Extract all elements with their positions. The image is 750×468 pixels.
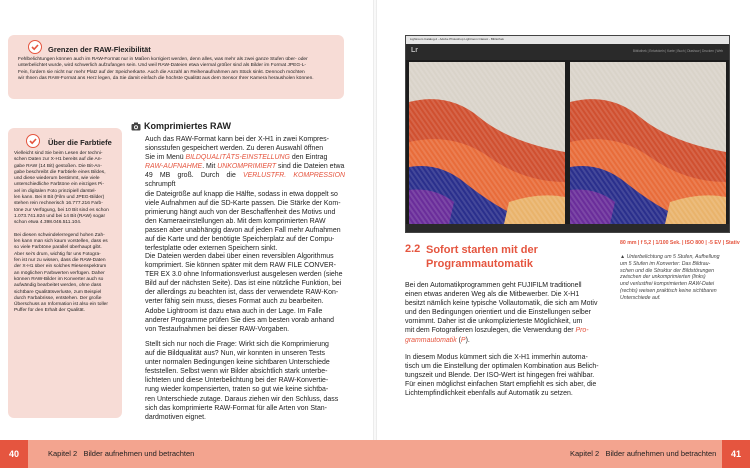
text-line: Bei diesen schwindelerregend hohen Zah- [14,232,105,238]
camera-icon [131,122,141,131]
text-line: Puffer für den Erhalt der Qualität. [14,308,85,314]
text-line: und verlustfrei komprimierten RAW-Datei [620,281,715,288]
text-line: lichteten und diese Unterbelichtung bei der RAW-Konvertie- [145,377,329,385]
page-number: 41 [722,440,750,468]
text-line: unterschiedliche Farbtöne ein einziges Pi- [14,182,104,188]
text-line: passen aber unabhängig davon auf jeden Fall mehr Aufnahmen [145,226,341,234]
text-line: und diese wiederum bestimmt, wie viele [14,176,100,182]
box-text [14,151,120,315]
text-line: (rechts) weisen praktisch keine sichtbaren [620,287,717,294]
text-line: verter fähig sein muss, dieses Format auch zu bearbeiten. [145,298,324,306]
text-line: Unterschiede auf. [620,294,661,301]
text-line: rung wieder kompensierten, traten so gut wie keine sichtba- [145,386,329,394]
text-line: von Testaufnahmen bei dieser RAW-Vorgaben. [145,325,290,333]
text-line: auf die Karte und der benötigte Speicherplatz auf der Compu- [145,236,335,244]
text-line: RAW-AUFNAHME. Mit UNKOMPRIMIERT sind die Dateien etwa [145,163,345,171]
subheading: Komprimiertes RAW [144,121,232,131]
footer-chapter: Kapitel 2 Bilder aufnehmen und betrachten [570,449,717,458]
text-line: primierung hängt auch von der Beschaffenheit des Motivs und [145,208,336,216]
highlighted-term: RAW-AUFNAHME [145,163,203,171]
text-line: anderer Programme prüfen Sie dies am besten vorab anhand [145,316,334,324]
text-line: der X-H1 über ein solches Riesenspektrum [14,264,107,270]
text-line: komprimiert. Sie können später mit dem RAW FILE CONVER- [145,262,336,270]
text-line: Lichtempfindlichkeit ebenfalls auf Automatik zu setzen. [405,390,573,398]
text-line: Auch das RAW-Format kann bei der X-H1 in zwei Kompres- [145,136,329,143]
highlighted-term: VERLUSTFR. KOMPRESSION [242,172,345,180]
box-text: Fehlbelichtungen können auch im RAW-Format nur in Maßen korrigiert werden, denn alles, was mehr als zwei ganze Stufen über- oder unterbelichtet wurde, wird schwerlich aufzufangen sein. Und weil RAW-Dateien etwa viermal größer sind als Bilder im Format JPEG-L- Fein, fordern sie nicht nur mehr Platz auf der Speicherkarte. Auch die Anzahl an Reihenaufnahmen am Stück sinkt. Dennoch möchten wir Ihnen das RAW-Format ans Herz legen, da Sie damit einfach die höchste Qualität aus dem Sensor Ihrer Kamera herausholen können. [18,57,314,81]
text-line: 1.073.741.824 und bei 14 Bit (RAW) sogar [14,213,106,219]
lightroom-logo: Lr [411,47,418,54]
text-line: an möglichen Farbwerten verfügen. Daher [14,270,105,276]
text-line: besitzt nämlich keine typische Vollautomatik, die sich am Motiv [405,300,598,308]
text-line: schen Daten zur X-H1 bereits auf die An- [14,157,103,163]
text-line: ▲ Unterbelichtung um 5 Stufen, Aufhellung [620,254,720,260]
text-line: In diesem Modus kümmert sich die X-H1 immerhin automa- [405,354,588,361]
text-line: gabe RAW (14 Bit) gestoßen. Die Bit-An- [14,163,102,169]
text-line: sich das komprimierte RAW-Format für alle Arten von Stan- [145,404,327,412]
text-line: Bild auf der nächsten Seite). Das ist eine nützliche Funktion, bei [145,280,342,288]
text-line: Aber sei's drum, wichtig für uns Fotogra- [14,251,101,257]
text-line: feststellen. Selbst wenn wir Bilder absichtlich stark unterbe- [145,368,328,376]
text-line: schon etwa 4.398.046.511.104. [14,220,82,226]
page-number: 40 [0,440,28,468]
text-line: Für einen möglichst einfachen Start empfiehlt es sich aber, die [405,381,597,389]
text-line: den Kameraeinstellungen ab. Mit dem komprimierten RAW [145,217,326,225]
text-line: gabe beschreibt die Farbtiefe eines Bildes, [14,169,106,175]
text-line: viele Aufnahmen auf die SD-Karte passen. Die Stärke der Kom- [145,199,341,207]
photo-caption [620,254,740,302]
text-line: tungszeit und Blende. Der ISO-Wert ist hingegen frei wählbar. [405,372,595,380]
text-line: sichtbare Qualitätsverluste, zum Beispiel [14,289,102,295]
highlighted-term: Pro- [575,327,589,335]
info-box-color-depth [8,128,122,418]
text-line: dardmotiven eignet. [145,413,206,421]
text-line: zwischen der unkomprimierten (links) [620,274,706,281]
text-line: der allerdings zu beachten ist, dass der verwendete RAW-Kon- [145,289,339,297]
photo-exif: 80 mm | f 5,2 | 1/100 Sek. | ISO 800 | -5 EV | Stativ [620,240,740,246]
paragraph [145,340,345,422]
checkmark-icon [28,40,42,54]
paragraph [405,281,605,345]
text-line: sionsstufen gespeichert werden. Zu deren Auswahl öffnen [145,145,324,153]
box-title: Grenzen der RAW-Flexibilität [48,45,151,54]
text-line: tisch um die Einstellung der optimalen Kombination aus Belich- [405,363,599,371]
module-picker: Bibliothek | Entwickeln | Karte | Buch | Diashow | Drucken | Web [632,49,723,53]
text-line: um 5 Stufen im Konverter: Das Bildrau- [620,260,711,267]
photo-compressed [570,62,726,224]
section-title: Sofort starten mit der Programmautomatik [426,244,538,270]
text-line: Adobe Lightroom ist dazu etwa auch in der Lage. Im Falle [145,307,323,315]
text-line: Überschuss an Information ist also ein toller [14,302,108,308]
highlighted-term: BILDQUALITÄTS-EINSTELLUNG [185,154,290,162]
paragraph [405,353,605,398]
text-line: xel im digitalen Foto prinzipiell darstel- [14,188,97,194]
text-line: die Dateigröße auf knapp die Hälfte, sodass in etwa doppelt so [145,190,338,198]
text-line: stehen rein rechnerisch 16.777.216 Farb- [14,201,103,207]
text-line: Stellt sich nur noch die Frage: Wirkt sich die Komprimierung [145,341,329,348]
text-line: vornimmt. Daher ist die unkomplizierteste Möglichkeit, um [405,318,583,326]
text-line: grammautomatik (P). [405,336,470,344]
text-line: durch Farbabrisse, entstehen. Der große [14,295,102,301]
text-line: Bei den Automatikprogrammen geht FUJIFILM traditionell [405,282,582,289]
lightroom-toolbar [406,44,729,60]
paragraph [145,252,345,334]
text-line: Vielleicht sind Sie beim Lesen der techni- [14,151,103,156]
window-title: Lightroom Catalog-2 - Adobe Photoshop Lightroom Classic - Bibliothek [410,37,504,41]
text-line: und den Bedingungen orientiert und die Einstellungen selber [405,309,591,317]
highlighted-term: P [460,336,466,344]
checkmark-icon [26,134,40,148]
text-line: Sie im Menü BILDQUALITÄTS-EINSTELLUNG den Eintrag [145,154,328,162]
text-line: können RAW-Bilder im Konverter auch so [14,276,104,282]
text-line: terfestplatte oder externen Speichern sinkt. [145,245,278,253]
text-line: auf die Bildqualität aus? Nun, wir konnten in unseren Tests [145,350,325,358]
filmstrip-bar [406,224,729,232]
book-gutter [373,0,377,440]
window-titlebar [406,36,729,44]
text-line: ren Unterschiede zutage. Daraus ziehen wir den Schluss, dass [145,395,339,403]
text-line: einen etwas anderen Weg als die Mitbewerber. Die X-H1 [405,291,580,299]
highlighted-term: grammautomatik [405,336,457,344]
text-line: unter normalen Bedingungen keine sichtbaren Unterschiede [145,359,330,367]
text-line: fen ist nur zu wissen, dass die RAW-Daten [14,258,106,264]
text-line: so viele Farbtöne parallel überhaupt gibt. [14,245,102,251]
text-line: 49 MB groß. Durch die VERLUSTFR. KOMPRESSION schrumpft [145,172,345,189]
paragraph [145,135,345,253]
highlighted-term: UNKOMPRIMIERT [217,163,277,171]
section-number: 2.2 [405,243,421,255]
info-box-raw-limits [8,35,344,99]
photo-uncompressed [409,62,565,224]
text-line: len kann man sich kaum vorstellen, dass es [14,239,108,245]
text-line: schen und die Struktur der Bildstörungen [620,267,715,274]
text-line: töne zur Verfügung, bei 10 Bit sind es schon [14,207,109,213]
text-line: TER EX 3.0 ohne Informationsverlust ausgelesen werden (siehe [145,271,343,279]
text-line: aufwändig bearbeitet werden, ohne dass [14,283,102,289]
text-line: mit dem Fotografieren loszulegen, die Verwendung der Pro- [405,327,589,335]
box-title: Über die Farbtiefe [48,138,112,147]
footer-chapter: Kapitel 2 Bilder aufnehmen und betrachten [48,449,195,458]
text-line: Die Dateien werden dabei über einen reversiblen Algorithmus [145,253,334,260]
lightroom-screenshot [405,35,730,233]
text-line: len kann. Bei 8 Bit (Film und JPEG-Bilder) [14,195,105,201]
